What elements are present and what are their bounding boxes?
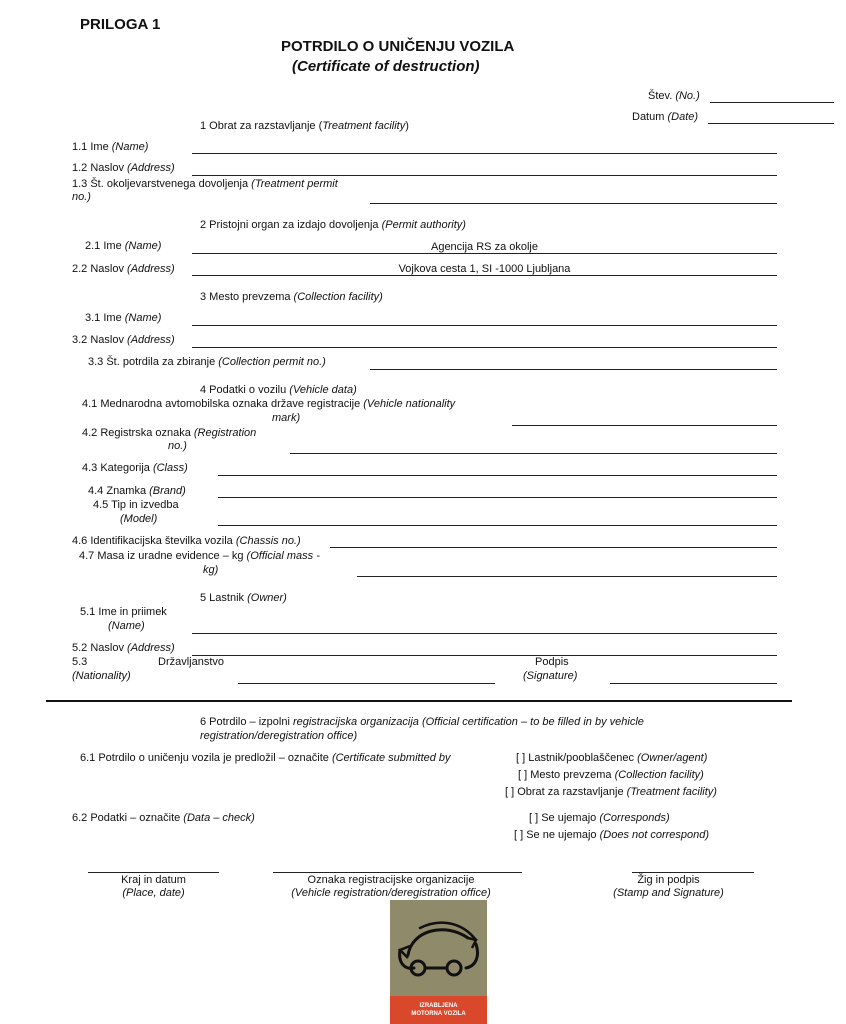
car-logo: [390, 900, 487, 996]
field-4-4-label: 4.4 Znamka (Brand): [88, 485, 186, 497]
field-4-1-label-cont: mark): [272, 412, 301, 424]
field-5-3-label: Državljanstvo: [158, 656, 225, 668]
date-line: [708, 123, 834, 124]
field-5-1-label-cont: (Name): [108, 620, 145, 632]
field-3-1-label: 3.1 Ime (Name): [85, 312, 162, 324]
signature-line: [610, 683, 777, 684]
field-4-5-label: 4.5 Tip in izvedba: [93, 499, 179, 511]
page-subtitle: (Certificate of destruction): [292, 58, 480, 75]
section-2-title: 2 Pristojni organ za izdajo dovoljenja (Permit authority): [200, 219, 466, 231]
field-1-1-line: [192, 153, 777, 154]
field-4-6-label: 4.6 Identifikacijska številka vozila (Chassis no.): [72, 535, 301, 547]
logo-band: [390, 996, 487, 1024]
place-date-label-en: (Place, date): [122, 887, 185, 899]
field-4-1-label: 4.1 Mednarodna avtomobilska oznaka države registracije (Vehicle nationality: [82, 398, 456, 410]
field-2-2-value: Vojkova cesta 1, SI -1000 Ljubljana: [398, 263, 571, 275]
field-4-7-label-cont: kg): [203, 564, 219, 576]
section-divider: [46, 700, 792, 702]
office-label-en: (Vehicle registration/deregistration office): [291, 887, 491, 899]
office-label: Oznaka registracijske organizacije: [307, 874, 475, 886]
option-corresponds[interactable]: [ ] Se ujemajo (Corresponds): [529, 812, 670, 824]
field-2-1-value: Agencija RS za okolje: [430, 241, 538, 253]
place-date-line: [88, 872, 219, 873]
section-4-title: 4 Podatki o vozilu (Vehicle data): [200, 384, 357, 396]
stamp-line: [632, 872, 754, 873]
field-5-3-number: 5.3: [72, 656, 88, 668]
field-1-3-label: 1.3 Št. okoljevarstvenega dovoljenja (Treatment permit: [72, 178, 338, 190]
field-4-5-line: [218, 525, 777, 526]
section-5-title: 5 Lastnik (Owner): [200, 592, 287, 604]
annex-label: PRILOGA 1: [80, 16, 161, 33]
field-4-6-line: [330, 547, 777, 548]
logo-text-line2: MOTORNA VOZILA: [411, 1011, 466, 1017]
field-6-1-label: 6.1 Potrdilo o uničenju vozila je predložil – označite (Certificate submitted by: [80, 752, 451, 764]
number-line: [710, 102, 834, 103]
office-line: [273, 872, 522, 873]
logo-text-line1: IZRABLJENA: [419, 1003, 458, 1009]
option-collection-facility[interactable]: [ ] Mesto prevzema (Collection facility): [518, 769, 704, 781]
field-4-5-label-cont: (Model): [120, 513, 158, 525]
field-5-1-line: [192, 633, 777, 634]
field-1-2-line: [192, 175, 777, 176]
field-2-1-line: [192, 253, 777, 254]
field-5-2-label: 5.2 Naslov (Address): [72, 642, 175, 654]
field-4-3-line: [218, 475, 777, 476]
field-5-3-line: [238, 683, 495, 684]
field-4-1-line: [512, 425, 777, 426]
field-3-3-label: 3.3 Št. potrdila za zbiranje (Collection permit no.): [88, 356, 326, 368]
option-owner-agent[interactable]: [ ] Lastnik/pooblaščenec (Owner/agent): [516, 752, 708, 764]
option-treatment-facility[interactable]: [ ] Obrat za razstavljanje (Treatment facility): [505, 786, 717, 798]
field-4-2-label: 4.2 Registrska oznaka (Registration: [82, 427, 257, 439]
date-label: Datum (Date): [632, 111, 699, 123]
section-6-title: 6 Potrdilo – izpolni registracijska organizacija (Official certification – to be filled in by vehicle: [200, 716, 644, 728]
field-1-3-line: [370, 203, 777, 204]
field-1-2-label: 1.2 Naslov (Address): [72, 162, 175, 174]
car-recycle-icon: [390, 900, 487, 996]
field-2-2-label: 2.2 Naslov (Address): [72, 263, 175, 275]
field-2-2-line: [192, 275, 777, 276]
field-3-3-line: [370, 369, 777, 370]
field-5-2-line: [192, 655, 777, 656]
field-1-1-label: 1.1 Ime (Name): [72, 141, 149, 153]
field-6-2-label: 6.2 Podatki – označite (Data – check): [72, 812, 255, 824]
signature-label: Podpis: [535, 656, 569, 668]
field-5-3-label-en: (Nationality): [72, 670, 131, 682]
field-4-7-label: 4.7 Masa iz uradne evidence – kg (Official mass -: [79, 550, 320, 562]
signature-label-en: (Signature): [523, 670, 578, 682]
field-3-1-line: [192, 325, 777, 326]
field-4-2-label-cont: no.): [168, 440, 187, 452]
stamp-label-en: (Stamp and Signature): [613, 887, 724, 899]
field-3-2-label: 3.2 Naslov (Address): [72, 334, 175, 346]
field-2-1-label: 2.1 Ime (Name): [85, 240, 162, 252]
stamp-label: Žig in podpis: [637, 874, 700, 886]
field-4-4-line: [218, 497, 777, 498]
field-3-2-line: [192, 347, 777, 348]
field-4-7-line: [357, 576, 777, 577]
field-5-1-label: 5.1 Ime in priimek: [80, 606, 167, 618]
option-does-not-correspond[interactable]: [ ] Se ne ujemajo (Does not correspond): [514, 829, 710, 841]
section-1-title: 1 Obrat za razstavljanje (Treatment facility): [200, 120, 409, 132]
number-label: Štev. (No.): [648, 90, 700, 102]
section-6-title-cont: registration/deregistration office): [200, 730, 358, 742]
field-4-2-line: [290, 453, 777, 454]
field-1-3-label-cont: no.): [72, 191, 91, 203]
page-title: POTRDILO O UNIČENJU VOZILA: [281, 38, 515, 55]
section-3-title: 3 Mesto prevzema (Collection facility): [200, 291, 383, 303]
place-date-label: Kraj in datum: [121, 874, 186, 886]
field-4-3-label: 4.3 Kategorija (Class): [82, 462, 188, 474]
